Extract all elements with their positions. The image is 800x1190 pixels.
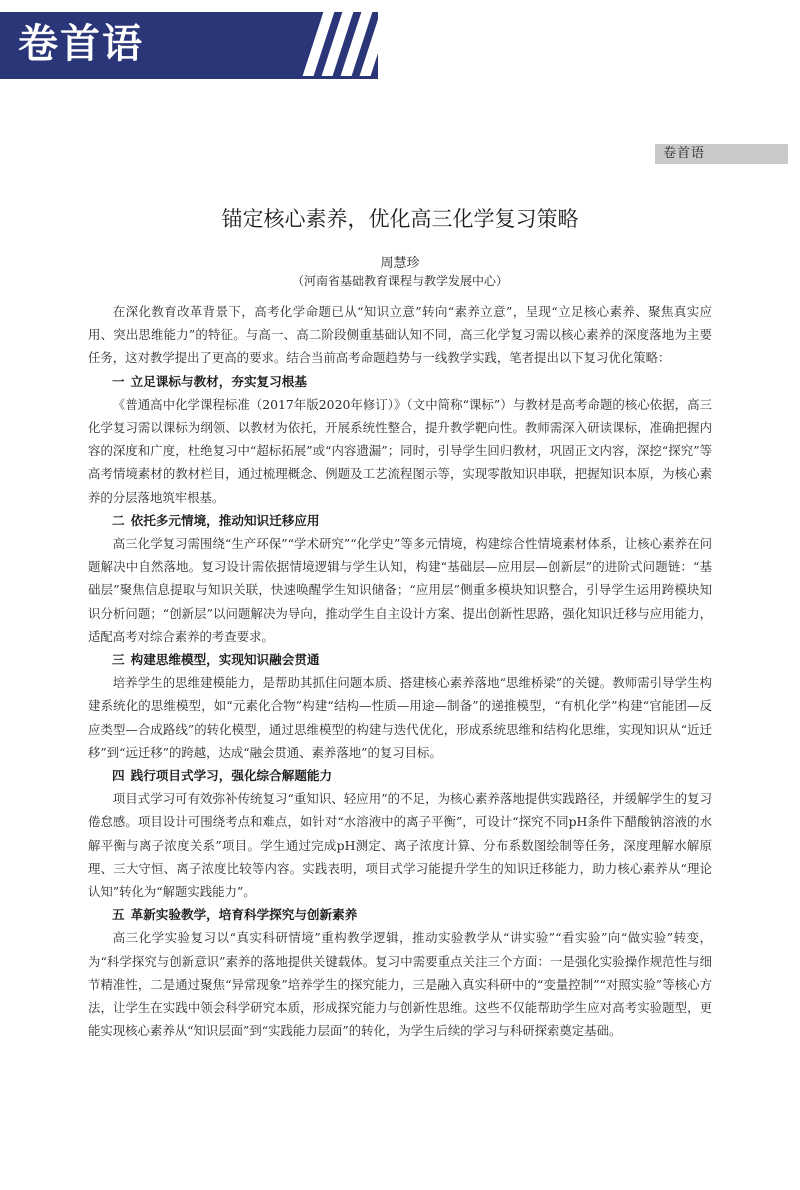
header-banner [0,12,378,76]
section-number: 二 [112,512,125,528]
section-title: 践行项目式学习，强化综合解题能力 [130,768,333,784]
intro-paragraph: 在深化教育改革背景下，高考化学命题已从“知识立意”转向“素养立意”，呈现“立足核心素养、聚焦真实应用、突出思维能力”的特征。与高一、高二阶段侧重基础认知不同，高三化学复习需以核心素养的深度落地为主要任务，这对教学提出了更高的要求。结合当前高考命题趋势与一线教学实践，笔者提出以下复习优化策略： [88,304,712,366]
section-paragraph: 高三化学复习需围绕“生产环保”“学术研究”“化学史”等多元情境，构建综合性情境素材体系，让核心素养在问题解决中自然落地。复习设计需依据情境逻辑与学生认知，构建“基础层—应用层—创新层”的进阶式问题链：“基础层”聚焦信息提取与知识关联，快速唤醒学生知识储备；“应用层”侧重多模块知识整合，引导学生运用跨模块知识分析问题；“创新层”以问题解决为导向，推动学生自主设计方案、提出创新性思路，强化知识迁移与应用能力，适配高考对综合素养的考查要求。 [88,536,712,644]
column-tag: 卷首语 [655,144,788,164]
section-heading [88,764,712,787]
section-number: 三 [112,652,125,668]
section-number: 五 [112,907,125,923]
section-title: 构建思维模型，实现知识融会贯通 [130,652,320,668]
section-number: 四 [112,768,125,784]
article-affiliation: （河南省基础教育课程与教学发展中心） [291,274,508,288]
section-title: 革新实验教学，培育科学探究与创新素养 [130,907,358,923]
section-paragraph: 《普通高中化学课程标准（2017年版2020年修订）》（文中简称“课标”）与教材是高考命题的核心依据，高三化学复习需以课标为纲领、以教材为依托，开展系统性整合，提升教学靶向性。教师需深入研读课标，准确把握内容的深度和广度，杜绝复习中“超标拓展”或“内容遗漏”；同时，引导学生回归教材，巩固正文内容，深挖“探究”等高考情境素材的教材栏目，通过梳理概念、例题及工艺流程图示等，实现零散知识串联，把握知识本原，为核心素养的分层落地筑牢根基。 [88,396,712,505]
section-heading [88,903,712,926]
section-heading [88,370,712,393]
section-heading [88,648,712,671]
banner-underline [0,76,378,79]
article-body [88,300,712,1043]
section-paragraph: 项目式学习可有效弥补传统复习“重知识、轻应用”的不足，为核心素养落地提供实践路径，并缓解学生的复习倦怠感。项目设计可围绕考点和难点，如针对“水溶液中的离子平衡”，可设计“探究不同pH条件下醋酸钠溶液的水解平衡与离子浓度关系”项目。学生通过完成pH测定、离子浓度计算、分布系数图绘制等任务，深度理解水解原理、三大守恒、离子浓度比较等内容。实践表明，项目式学习能提升学生的知识迁移能力，助力核心素养从“理论认知”转化为“解题实践能力”。 [88,791,712,900]
section-paragraph: 培养学生的思维建模能力，是帮助其抓住问题本质、搭建核心素养落地“思维桥梁”的关键。教师需引导学生构建系统化的思维模型，如“元素化合物”构建“结构—性质—用途—制备”的递推模型，“有机化学”构建“官能团—反应类型—合成路线”的转化模型，通过思维模型的构建与迭代优化，形成系统思维和结构化思维，实现知识从“近迁移”到“远迁移”的跨越，达成“融会贯通、素养落地”的复习目标。 [88,675,712,760]
section-title: 依托多元情境，推动知识迁移应用 [130,512,320,528]
article-author: 周慧珍 [380,256,420,271]
section-title: 立足课标与教材，夯实复习根基 [130,373,307,389]
banner-title: 卷首语 [18,21,144,67]
article-title: 锚定核心素养，优化高三化学复习策略 [221,207,579,231]
section-heading [88,509,712,532]
section-number: 一 [112,373,125,389]
section-paragraph: 高三化学实验复习以“真实科研情境”重构教学逻辑，推动实验教学从“讲实验”“看实验”向“做实验”转变，为“科学探究与创新意识”素养的落地提供关键载体。复习中需要重点关注三个方面：一是强化实验操作规范性与细节精准性，二是通过聚焦“异常现象”培养学生的探究能力，三是融入真实科研中的“变量控制”“对照实验”等核心方法，让学生在实践中领会科学研究本质，形成探究能力与创新性思维。这些不仅能帮助学生应对高考实验题型，更能实现核心素养从“知识层面”到“实践能力层面”的转化，为学生后续的学习与科研探索奠定基础。 [88,930,712,1039]
